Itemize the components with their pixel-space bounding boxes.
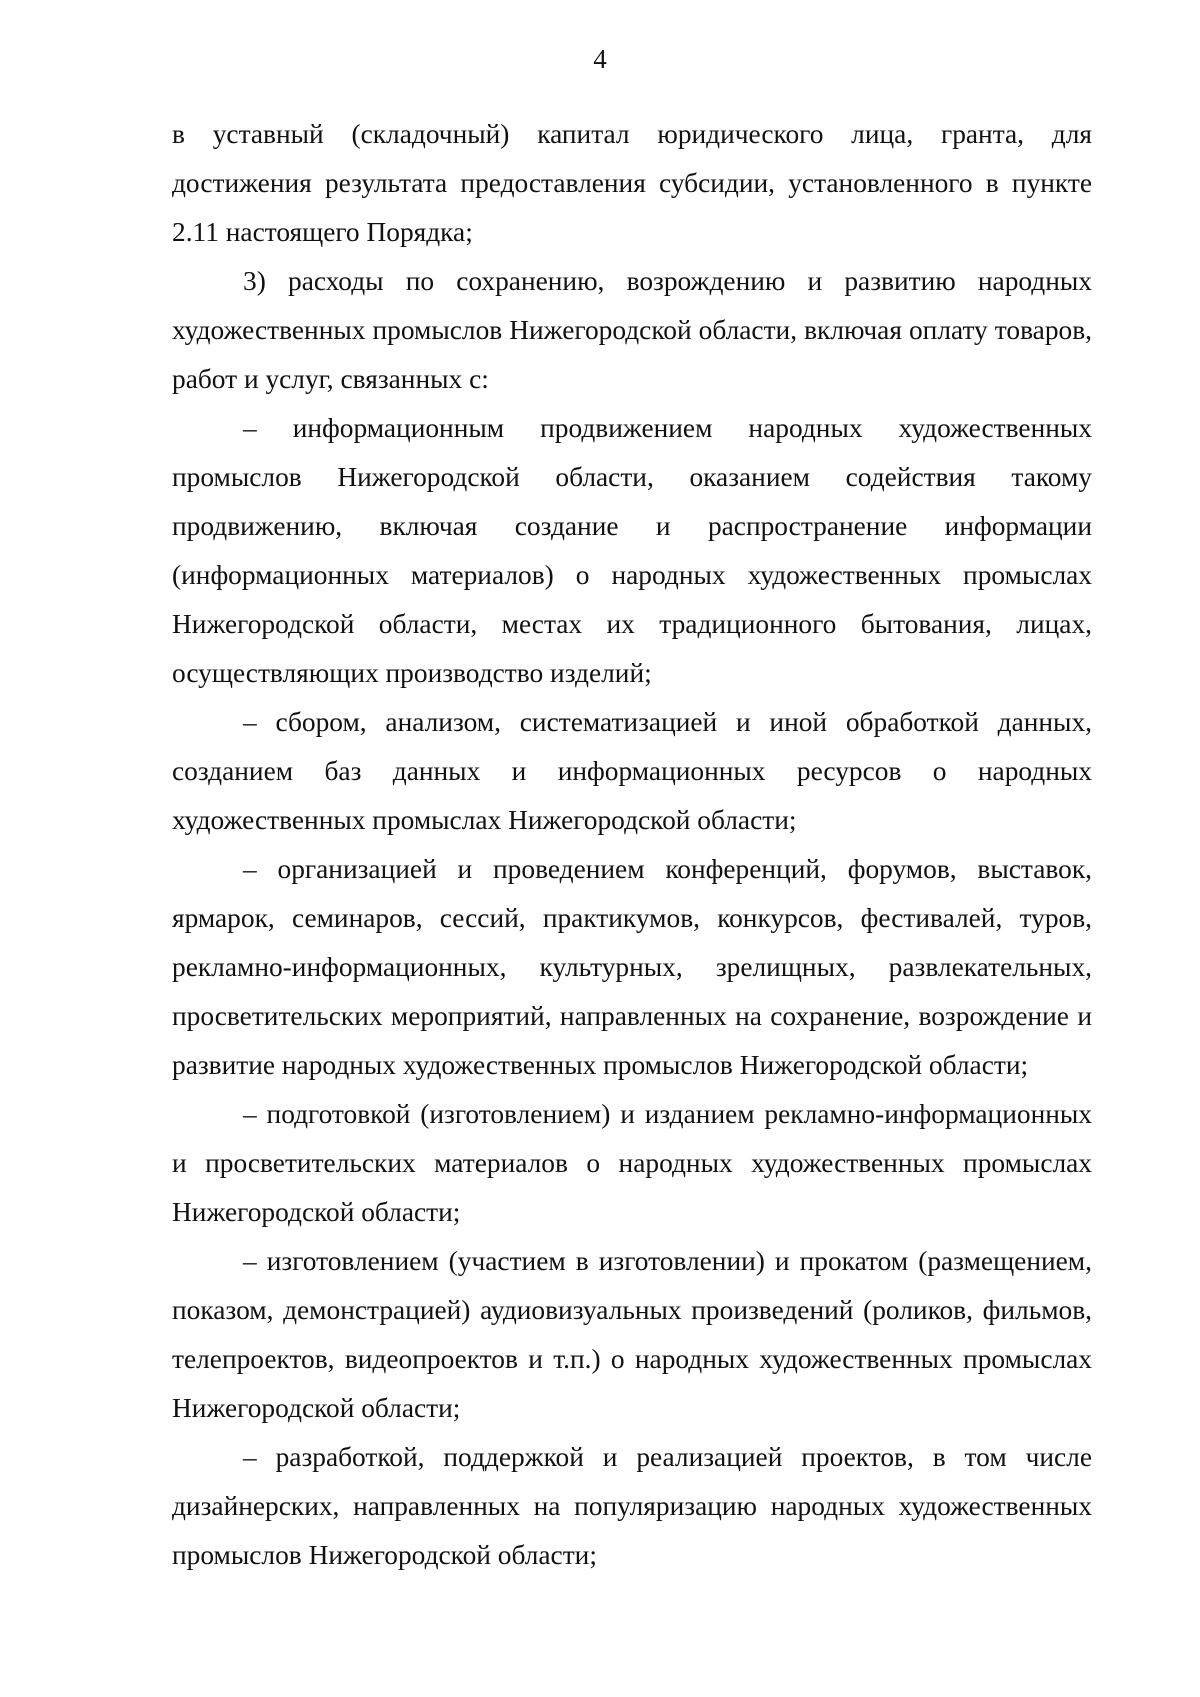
paragraph-dash-events: – организацией и проведением конференций, форумов, выставок, ярмарок, семинаров, сессий, практикумов, конкурсов, фестивалей, туров, рекламно-информационных, культурных, зрелищных, развлекательных, просветительских мероприятий, направленных на сохранение, возрождение и развитие народных художественных промыслов Нижегородской области;	[172, 854, 1092, 1080]
document-body	[172, 110, 1092, 1580]
paragraph-dash-data-collection: – сбором, анализом, систематизацией и иной обработкой данных, созданием баз данных и информационных ресурсов о народных художественных промыслах Нижегородской области;	[172, 707, 1092, 835]
page-number: 4	[593, 44, 607, 74]
paragraph-dash-audiovisual: – изготовлением (участием в изготовлении) и прокатом (размещением, показом, демонстрацией) аудиовизуальных произведений (роликов, фильмов, телепроектов, видеопроектов и т.п.) о народных художественных промыслах Нижегородской области;	[172, 1246, 1092, 1423]
paragraph-dash-information-promotion: – информационным продвижением народных художественных промыслов Нижегородской области, оказанием содействия такому продвижению, включая создание и распространение информации (информационных материалов) о народных художественных промыслах Нижегородской области, местах их традиционного бытования, лицах, осуществляющих производство изделий;	[172, 413, 1092, 688]
paragraph-item-3: 3) расходы по сохранению, возрождению и развитию народных художественных промыслов Нижегородской области, включая оплату товаров, работ и услуг, связанных с:	[172, 266, 1092, 394]
paragraph-continuation: в уставный (складочный) капитал юридического лица, гранта, для достижения результата предоставления субсидии, установленного в пункте 2.11 настоящего Порядка;	[172, 119, 1092, 247]
paragraph-dash-projects: – разработкой, поддержкой и реализацией проектов, в том числе дизайнерских, направленных на популяризацию народных художественных промыслов Нижегородской области;	[172, 1442, 1092, 1570]
paragraph-dash-materials: – подготовкой (изготовлением) и изданием рекламно-информационных и просветительских материалов о народных художественных промыслах Нижегородской области;	[172, 1099, 1092, 1227]
